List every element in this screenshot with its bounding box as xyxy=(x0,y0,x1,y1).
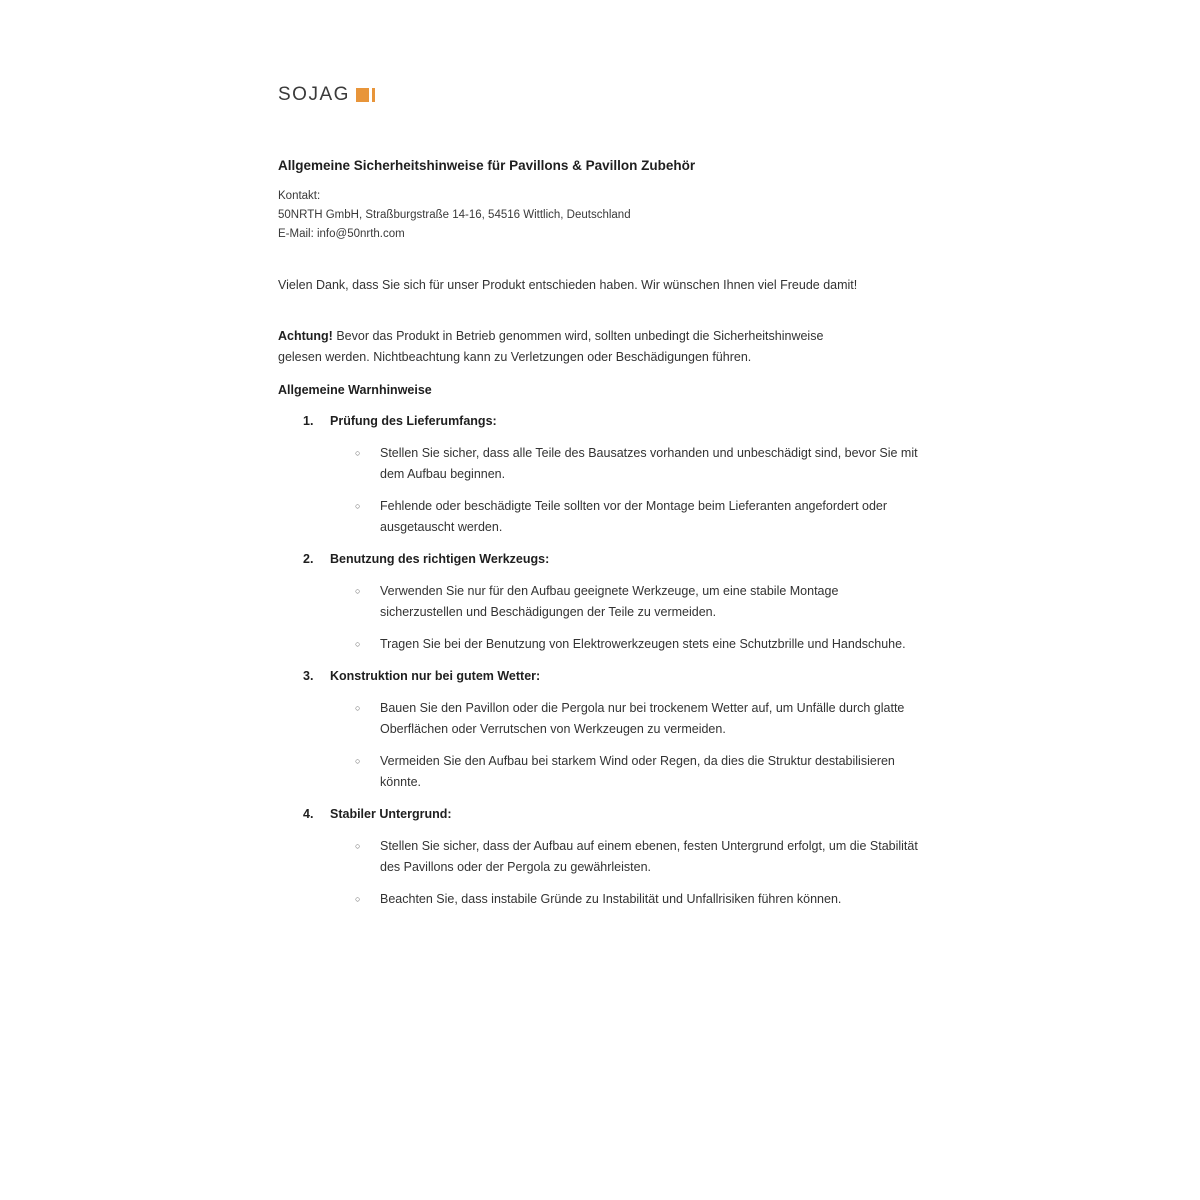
sub-list-item xyxy=(278,443,938,485)
sub-list-text: Vermeiden Sie den Aufbau bei starkem Wind oder Regen, da dies die Struktur destabilisieren könnte. xyxy=(380,754,895,789)
circle-bullet-icon: ○ xyxy=(355,639,361,649)
list-item-heading xyxy=(278,549,938,570)
list-item-number: 1. xyxy=(303,414,314,428)
list-item-heading xyxy=(278,804,938,825)
list-item xyxy=(278,666,938,793)
logo-text: SOJAG xyxy=(278,84,350,105)
sub-list-item xyxy=(278,889,938,910)
list-item-title: Stabiler Untergrund: xyxy=(330,807,452,821)
circle-bullet-icon: ○ xyxy=(355,586,361,596)
intro-paragraph: Vielen Dank, dass Sie sich für unser Produkt entschieden haben. Wir wünschen Ihnen viel Freude damit! xyxy=(278,278,858,292)
warning-list xyxy=(278,411,938,910)
document-title: Allgemeine Sicherheitshinweise für Pavillons & Pavillon Zubehör xyxy=(278,158,696,173)
sub-list-text: Stellen Sie sicher, dass alle Teile des Bausatzes vorhanden und unbeschädigt sind, bevor Sie mit dem Aufbau beginnen. xyxy=(380,446,918,481)
sub-list-text: Fehlende oder beschädigte Teile sollten vor der Montage beim Lieferanten angefordert oder ausgetauscht werden. xyxy=(380,499,888,534)
sub-list-item xyxy=(278,698,938,740)
sub-list-item xyxy=(278,836,938,878)
circle-bullet-icon: ○ xyxy=(355,756,361,766)
circle-bullet-icon: ○ xyxy=(355,501,361,511)
contact-email: E-Mail: info@50nrth.com xyxy=(278,228,405,240)
list-item xyxy=(278,804,938,910)
sub-list-item xyxy=(278,496,938,538)
contact-block xyxy=(278,187,938,244)
list-item xyxy=(278,411,938,538)
logo-mark-icon xyxy=(356,87,375,103)
sub-list-text: Bauen Sie den Pavillon oder die Pergola nur bei trockenem Wetter auf, um Unfälle durch glatte Oberflächen oder Verrutschen von Werkzeugen zu vermeiden. xyxy=(380,701,905,736)
logo xyxy=(278,78,938,112)
section-heading: Allgemeine Warnhinweise xyxy=(278,383,432,397)
circle-bullet-icon: ○ xyxy=(355,894,361,904)
warning-paragraph xyxy=(278,326,838,368)
circle-bullet-icon: ○ xyxy=(355,703,361,713)
circle-bullet-icon: ○ xyxy=(355,841,361,851)
circle-bullet-icon: ○ xyxy=(355,448,361,458)
sub-list-item xyxy=(278,581,938,623)
document-page xyxy=(278,78,938,921)
contact-label: Kontakt: xyxy=(278,190,321,202)
list-item-title: Konstruktion nur bei gutem Wetter: xyxy=(330,669,541,683)
sub-list-text: Stellen Sie sicher, dass der Aufbau auf einem ebenen, festen Untergrund erfolgt, um die Stabilität des Pavillons oder der Pergola zu gewährleisten. xyxy=(380,839,918,874)
list-item-heading xyxy=(278,666,938,687)
sub-list-text: Beachten Sie, dass instabile Gründe zu Instabilität und Unfallrisiken führen können. xyxy=(380,892,842,906)
sub-list-item xyxy=(278,634,938,655)
list-item-number: 2. xyxy=(303,552,314,566)
list-item-number: 3. xyxy=(303,669,314,683)
warning-label: Achtung! xyxy=(278,329,333,343)
warning-text: Bevor das Produkt in Betrieb genommen wird, sollten unbedingt die Sicherheitshinweise gelesen werden. Nichtbeachtung kann zu Verletzungen oder Beschädigungen führen. xyxy=(278,329,824,364)
sub-list-text: Verwenden Sie nur für den Aufbau geeignete Werkzeuge, um eine stabile Montage sicherzustellen und Beschädigungen der Teile zu vermeiden. xyxy=(380,584,839,619)
list-item-heading xyxy=(278,411,938,432)
sub-list xyxy=(278,836,938,910)
sub-list xyxy=(278,581,938,655)
sub-list xyxy=(278,443,938,538)
list-item-title: Benutzung des richtigen Werkzeugs: xyxy=(330,552,550,566)
list-item-number: 4. xyxy=(303,807,314,821)
list-item xyxy=(278,549,938,655)
sub-list-text: Tragen Sie bei der Benutzung von Elektrowerkzeugen stets eine Schutzbrille und Handschuhe. xyxy=(380,637,906,651)
contact-address: 50NRTH GmbH, Straßburgstraße 14-16, 54516 Wittlich, Deutschland xyxy=(278,209,631,221)
sub-list xyxy=(278,698,938,793)
list-item-title: Prüfung des Lieferumfangs: xyxy=(330,414,497,428)
sub-list-item xyxy=(278,751,938,793)
